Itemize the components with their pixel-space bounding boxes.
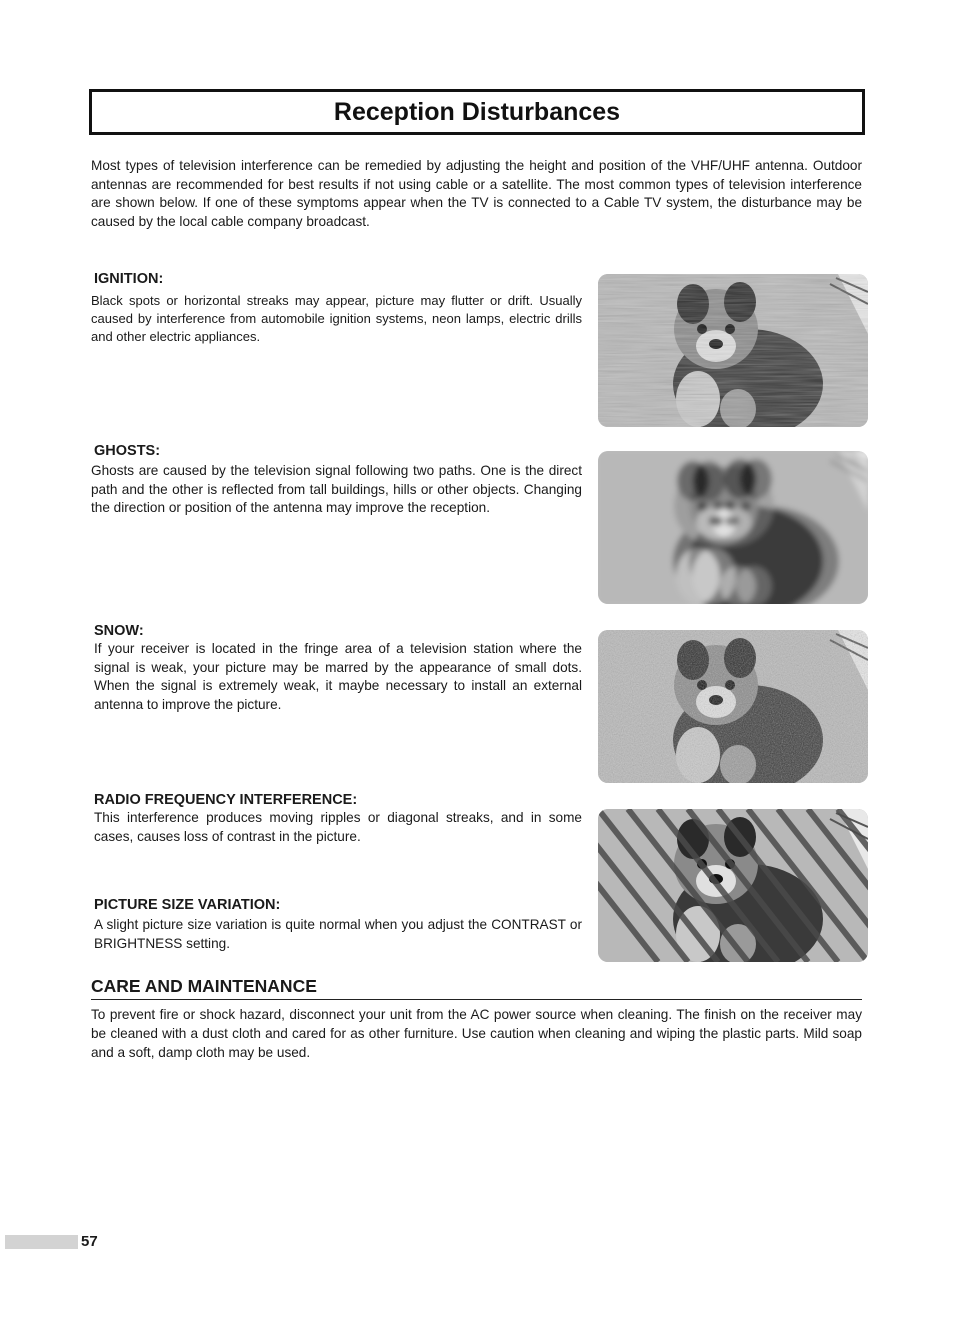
care-heading: CARE AND MAINTENANCE bbox=[91, 976, 317, 996]
page-number-bar bbox=[5, 1235, 78, 1249]
page-number: 57 bbox=[81, 1233, 98, 1250]
ghosts-heading: GHOSTS: bbox=[94, 443, 161, 459]
title-box bbox=[89, 89, 865, 135]
ghosts-image bbox=[598, 451, 868, 604]
ghosts-text: Ghosts are caused by the television signal following two paths. One is the direct path and the other is reflected from tall buildings, hills or other objects. Changing the direction or position of the antenna may improve the reception. bbox=[91, 463, 582, 516]
ignition-image bbox=[598, 274, 868, 427]
snow-heading: SNOW: bbox=[94, 623, 144, 639]
rfi-text: This interference produces moving ripples or diagonal streaks, and in some cases, causes loss of contrast in the picture. bbox=[94, 810, 582, 844]
care-divider bbox=[91, 999, 862, 1000]
snow-image bbox=[598, 630, 868, 783]
intro-paragraph: Most types of television interference can be remedied by adjusting the height and position of the VHF/UHF antenna. Outdoor antennas are recommended for best results if not using cable or a satellite. The most common types of television interference are shown below. If one of these symptoms appear when the TV is connected to a Cable TV system, the disturbance may be caused by the local cable company broadcast. bbox=[91, 158, 862, 229]
size-variation-text: A slight picture size variation is quite normal when you adjust the CONTRAST or BRIGHTNESS setting. bbox=[94, 917, 582, 951]
page-title: Reception Disturbances bbox=[333, 98, 621, 126]
ignition-heading: IGNITION: bbox=[94, 271, 164, 287]
rfi-image bbox=[598, 809, 868, 962]
care-text: To prevent fire or shock hazard, disconnect your unit from the AC power source when cleaning. The finish on the receiver may be cleaned with a dust cloth and cared for as other furniture. Use caution when cleaning and wiping the plastic parts. Mild soap and a soft, damp cloth may be used. bbox=[91, 1007, 862, 1060]
snow-text: If your receiver is located in the fringe area of a television station where the signal is weak, your picture may be marred by the appearance of small dots. When the signal is extremely weak, it maybe necessary to install an external antenna to improve the picture. bbox=[94, 641, 582, 713]
rfi-heading: RADIO FREQUENCY INTERFERENCE: bbox=[94, 792, 358, 808]
ignition-text: Black spots or horizontal streaks may appear, picture may flutter or drift. Usually caused by interference from automobile ignition systems, neon lamps, electric drills and other electric appliances. bbox=[91, 293, 582, 344]
size-variation-heading: PICTURE SIZE VARIATION: bbox=[94, 897, 281, 913]
